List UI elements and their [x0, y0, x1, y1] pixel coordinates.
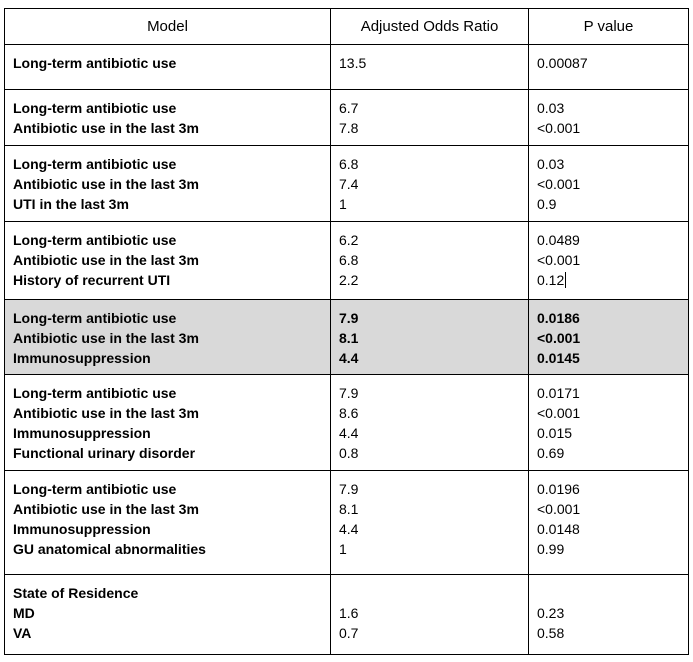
p-value: 0.0148	[537, 521, 580, 537]
odds-ratio-value: 0.7	[339, 625, 359, 641]
p-value: 0.015	[537, 425, 573, 441]
odds-ratio-value: 6.2	[339, 232, 359, 248]
model-cell	[5, 471, 331, 575]
p-value: 0.00087	[537, 55, 588, 71]
p-value-cell	[529, 300, 689, 375]
odds-ratio-value: 1.6	[339, 605, 359, 621]
p-value: 0.69	[537, 445, 565, 461]
p-value-cell	[529, 45, 689, 90]
odds-ratio-value: 1	[339, 196, 347, 212]
table-row	[5, 45, 689, 90]
variable-label: Immunosuppression	[13, 425, 151, 441]
variable-label: Antibiotic use in the last 3m	[13, 405, 199, 421]
p-value: 0.23	[537, 605, 565, 621]
odds-ratio-cell	[331, 146, 529, 222]
odds-ratio-value: 6.8	[339, 252, 359, 268]
odds-ratio-value: 1	[339, 541, 347, 557]
model-cell	[5, 146, 331, 222]
variable-label: State of Residence	[13, 585, 139, 601]
model-cell	[5, 575, 331, 655]
p-value: 0.12	[537, 272, 565, 288]
p-value: 0.0196	[537, 481, 580, 497]
header-p-value: P value	[529, 9, 689, 45]
p-value	[537, 583, 680, 603]
odds-ratio-cell	[331, 300, 529, 375]
p-value: <0.001	[537, 252, 581, 268]
p-value: 0.0489	[537, 232, 580, 248]
odds-ratio-value: 8.6	[339, 405, 359, 421]
variable-label: Antibiotic use in the last 3m	[13, 176, 199, 192]
odds-ratio-cell	[331, 575, 529, 655]
variable-label: Immunosuppression	[13, 521, 151, 537]
p-value: <0.001	[537, 405, 581, 421]
table-row	[5, 222, 689, 300]
odds-ratio-value: 2.2	[339, 272, 359, 288]
variable-label: Immunosuppression	[13, 350, 151, 366]
header-row	[5, 9, 689, 45]
odds-ratio-value: 0.8	[339, 445, 359, 461]
odds-ratio-value: 7.9	[339, 385, 359, 401]
p-value-cell	[529, 146, 689, 222]
model-cell	[5, 222, 331, 300]
model-cell	[5, 45, 331, 90]
variable-label: Long-term antibiotic use	[13, 385, 177, 401]
p-value-cell	[529, 575, 689, 655]
header-model: Model	[5, 9, 331, 45]
table-row	[5, 90, 689, 146]
table-row	[5, 146, 689, 222]
p-value: <0.001	[537, 120, 581, 136]
odds-ratio-cell	[331, 222, 529, 300]
variable-label: Long-term antibiotic use	[13, 310, 177, 326]
odds-ratio-value: 7.9	[339, 310, 359, 326]
odds-ratio-value: 6.8	[339, 156, 359, 172]
odds-ratio-value: 4.4	[339, 521, 359, 537]
variable-label: Antibiotic use in the last 3m	[13, 501, 199, 517]
p-value: 0.0171	[537, 385, 580, 401]
variable-label: Functional urinary disorder	[13, 445, 196, 461]
p-value: 0.9	[537, 196, 557, 212]
table-row	[5, 471, 689, 575]
p-value: 0.03	[537, 100, 565, 116]
variable-label: Antibiotic use in the last 3m	[13, 330, 199, 346]
odds-ratio-value: 4.4	[339, 350, 359, 366]
odds-ratio-cell	[331, 471, 529, 575]
variable-label: Long-term antibiotic use	[13, 481, 177, 497]
p-value-cell	[529, 90, 689, 146]
table-row	[5, 375, 689, 471]
odds-ratio-value: 6.7	[339, 100, 359, 116]
p-value-cell	[529, 471, 689, 575]
p-value: 0.58	[537, 625, 565, 641]
variable-label: Long-term antibiotic use	[13, 100, 177, 116]
odds-ratio-cell	[331, 375, 529, 471]
p-value-cell	[529, 222, 689, 300]
p-value: <0.001	[537, 501, 581, 517]
odds-ratio-table	[4, 8, 689, 655]
odds-ratio-value	[339, 583, 520, 603]
variable-label: UTI in the last 3m	[13, 196, 129, 212]
model-cell	[5, 300, 331, 375]
table-row	[5, 575, 689, 655]
variable-label: VA	[13, 625, 32, 641]
variable-label: MD	[13, 605, 35, 621]
p-value-cell	[529, 375, 689, 471]
variable-label: History of recurrent UTI	[13, 272, 171, 288]
odds-ratio-value: 8.1	[339, 330, 359, 346]
p-value: <0.001	[537, 330, 581, 346]
p-value: 0.0145	[537, 350, 580, 366]
p-value: 0.99	[537, 541, 565, 557]
p-value: 0.03	[537, 156, 565, 172]
variable-label: Long-term antibiotic use	[13, 232, 177, 248]
p-value: <0.001	[537, 176, 581, 192]
variable-label: Antibiotic use in the last 3m	[13, 120, 199, 136]
model-cell	[5, 375, 331, 471]
variable-label: Antibiotic use in the last 3m	[13, 252, 199, 268]
odds-ratio-value: 7.8	[339, 120, 359, 136]
odds-ratio-cell	[331, 45, 529, 90]
odds-ratio-value: 7.4	[339, 176, 359, 192]
odds-ratio-value: 8.1	[339, 501, 359, 517]
odds-ratio-cell	[331, 90, 529, 146]
odds-ratio-value: 7.9	[339, 481, 359, 497]
odds-ratio-value: 13.5	[339, 55, 367, 71]
odds-ratio-value: 4.4	[339, 425, 359, 441]
variable-label: GU anatomical abnormalities	[13, 541, 206, 557]
table-row	[5, 300, 689, 375]
variable-label: Long-term antibiotic use	[13, 55, 177, 71]
p-value: 0.0186	[537, 310, 580, 326]
model-cell	[5, 90, 331, 146]
variable-label: Long-term antibiotic use	[13, 156, 177, 172]
header-odds-ratio: Adjusted Odds Ratio	[331, 9, 529, 45]
text-cursor	[565, 272, 566, 288]
